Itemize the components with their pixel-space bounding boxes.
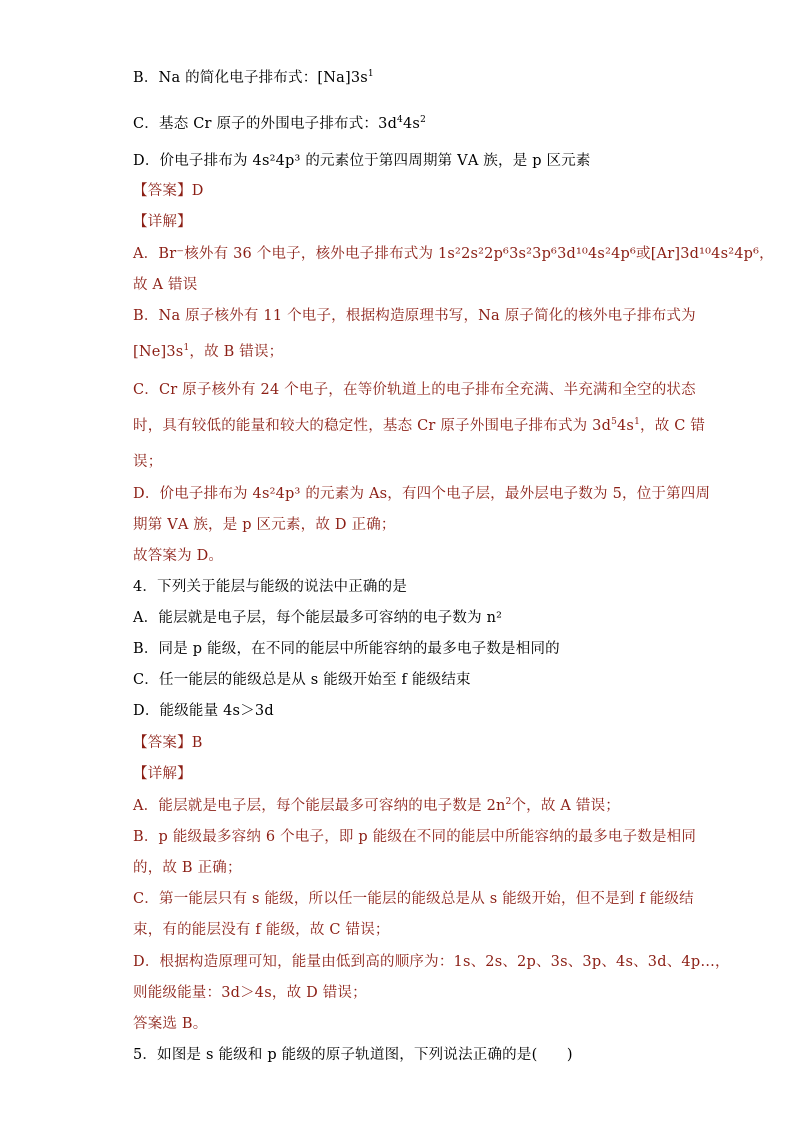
option-b-line — [133, 68, 374, 88]
answer-label: 【答案】D — [133, 183, 204, 199]
explanation-a-line: A．Br⁻核外有 36 个电子，核外电子排布式为 1s²2s²2p⁶3s²3p⁶3d¹⁰4s²4p⁶或[Ar]3d¹⁰4s²4p⁶， — [133, 246, 774, 262]
option-b-text: B．Na 的简化电子排布式： — [133, 70, 318, 86]
explanation-a-cont: 故 A 错误 — [133, 277, 198, 293]
question-4-explanation-a: A．能层就是电子层，每个能层最多可容纳的电子数是 $2n^2$个，故 A 错误； — [133, 797, 620, 814]
question-4-explanation-d-cont: 则能级能量：3d＞4s，故 D 错误； — [133, 985, 367, 1001]
question-4-explanation-b: B．p 能级最多容纳 6 个电子，即 p 能级在不同的能层中所能容纳的最多电子数是相同 — [133, 829, 697, 845]
question-4-answer: 【答案】B — [133, 735, 203, 751]
explanation-d-line: D．价电子排布为 4s²4p³ 的元素为 As，有四个电子层，最外层电子数为 5，位于第四周 — [133, 486, 711, 502]
explanation-label: 【详解】 — [133, 214, 192, 230]
question-4-explanation-d: D．根据构造原理可知，能量由低到高的顺序为：1s、2s、2p、3s、3p、4s、3d、4p…， — [133, 954, 730, 970]
conclusion-line: 故答案为 D。 — [133, 548, 224, 564]
explanation-d-cont: 期第 ⅤA 族，是 p 区元素，故 D 正确； — [133, 517, 396, 533]
question-5-stem: 5．如图是 s 能级和 p 能级的原子轨道图，下列说法正确的是( ) — [133, 1047, 573, 1063]
question-4-explanation-b-cont: 的，故 B 正确； — [133, 860, 242, 876]
option-d-line: D．价电子排布为 4s²4p³ 的元素位于第四周期第 ⅤA 族，是 p 区元素 — [133, 153, 591, 169]
question-4-explanation-c: C．第一能层只有 s 能级，所以任一能层的能级总是从 s 能级开始，但不是到 f 能级结 — [133, 891, 694, 907]
option-c-line: C．基态 Cr 原子的外围电子排布式：$3d^44s^2$ — [133, 115, 426, 132]
question-4-option-d: D．能级能量 4s＞3d — [133, 703, 274, 719]
question-4-option-c: C．任一能层的能级总是从 s 能级开始至 f 能级结束 — [133, 672, 471, 688]
question-4-stem: 4．下列关于能层与能级的说法中正确的是 — [133, 579, 408, 595]
question-4-option-a: A．能层就是电子层，每个能层最多可容纳的电子数为 n² — [133, 610, 503, 626]
question-4-explanation-c-cont: 束，有的能层没有 f 能级，故 C 错误； — [133, 922, 390, 938]
question-4-option-b: B．同是 p 能级，在不同的能层中所能容纳的最多电子数是相同的 — [133, 641, 560, 657]
question-4-conclusion: 答案选 B。 — [133, 1016, 208, 1032]
explanation-c-line: C．Cr 原子核外有 24 个电子，在等价轨道上的电子排布全充满、半充满和全空的状态 — [133, 382, 696, 398]
formula-na: $[Na]3s^1$ — [317, 69, 374, 86]
explanation-c-end: 误； — [133, 454, 163, 470]
explanation-b-cont: $[Ne]3s^1$，故 B 错误； — [133, 343, 284, 360]
explanation-b-line: B．Na 原子核外有 11 个电子，根据构造原理书写，Na 原子简化的核外电子排布式为 — [133, 308, 696, 324]
question-4-explanation-label: 【详解】 — [133, 766, 192, 782]
explanation-c-cont: 时，具有较低的能量和较大的稳定性，基态 Cr 原子外围电子排布式为 $3d^54s^1$，故 C 错 — [133, 417, 706, 434]
